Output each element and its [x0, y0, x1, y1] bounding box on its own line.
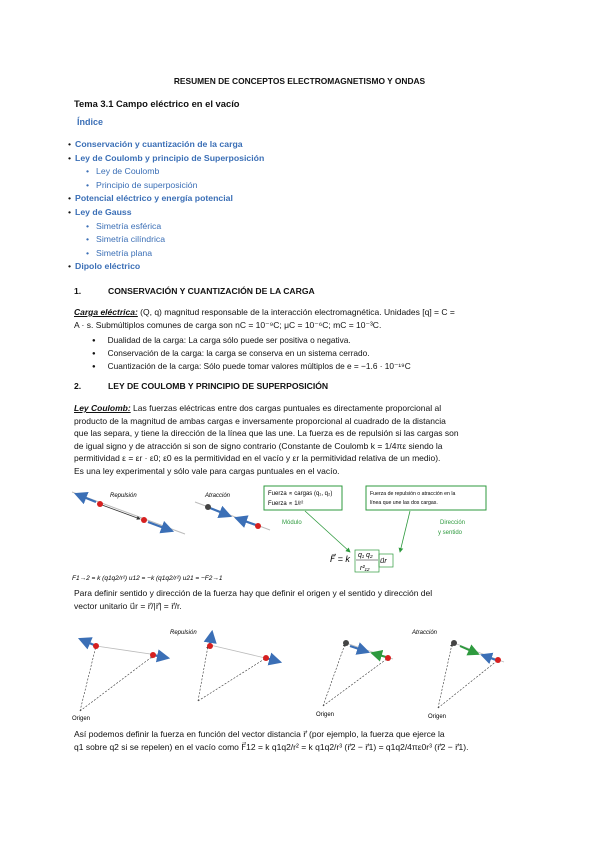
- toc-item[interactable]: • Potencial eléctrico y energía potencial: [68, 192, 264, 206]
- toc-subitem[interactable]: • Simetría esférica: [68, 220, 264, 234]
- coulomb-figure: [60, 484, 540, 584]
- direction-caption: Dirección: [440, 520, 466, 526]
- list-item: ● Conservación de la carga: la carga se conserva en un sistema cerrado.: [92, 347, 411, 360]
- callout-arrow: [400, 511, 410, 552]
- charge-q1: [343, 640, 349, 646]
- charge-q2: [385, 655, 391, 661]
- toc-subitem[interactable]: • Principio de superposición: [68, 179, 264, 193]
- origin-label: Origen: [428, 714, 447, 720]
- distance-vector: [102, 505, 140, 519]
- force-vector-paragraph: Así podemos definir la fuerza en función del vector distancia r⃗ (por ejemplo, la fuerza que ejerce la q1 sobre q2 si se repelen) en el vacío como F⃗12 = k q1q2/r² = k q1q2/r³ (r⃗2 − r⃗1) = q1q2/4πε0r³ (r⃗2 − r⃗1).: [74, 729, 469, 752]
- position-vector: [323, 644, 345, 706]
- position-vector: [438, 660, 498, 708]
- force-arrow: [76, 494, 96, 502]
- force-arrow: [350, 646, 368, 652]
- charge-q2: [141, 517, 147, 523]
- toc-subitem[interactable]: • Ley de Coulomb: [68, 165, 264, 179]
- toc-item[interactable]: • Ley de Gauss: [68, 206, 264, 220]
- toc-item[interactable]: • Conservación y cuantización de la carga: [68, 138, 264, 152]
- force-arrow: [80, 639, 94, 645]
- attraction-label: Atracción: [412, 630, 438, 636]
- position-vector: [80, 646, 96, 711]
- direction-box: [366, 486, 486, 510]
- position-vector: [80, 656, 153, 711]
- sense-caption: y sentido: [438, 530, 463, 536]
- charge-q2: [255, 523, 261, 529]
- force-arrow: [236, 518, 256, 525]
- force-arrow: [210, 508, 230, 516]
- force-arrow: [148, 522, 172, 531]
- coulomb-paragraph: Ley Coulomb: Las fuerzas eléctricas entre dos cargas puntuales es directamente proporcional al producto de la magnitud de ambas cargas e inversamente proporcional al cuadrado de la distancia que las separa, y tiene la dirección de la línea que las une. La fuerza es de repulsión si las cargas son de igual signo y de atracción si son de signo contrario (Constante de Coulomb k = 1/4πε siendo la permitividad ε = εr · ε0; ε0 es la permitividad en el vacío y εr la permitividad relativa de un medio). Es una ley experimental y sólo vale para cargas puntuales en el vacío.: [74, 403, 459, 476]
- charge-q1: [207, 643, 213, 649]
- position-vector: [323, 658, 388, 706]
- list-item: ● Dualidad de la carga: La carga sólo puede ser positiva o negativa.: [92, 334, 411, 347]
- force-arrow: [482, 655, 496, 660]
- repulsion-label: Repulsión: [170, 630, 197, 636]
- vector-figure: [68, 626, 518, 722]
- module-caption: Módulo: [282, 520, 302, 526]
- section-2-heading: 2. LEY DE COULOMB Y PRINCIPIO DE SUPERPOSICIÓN: [74, 381, 329, 391]
- index-heading: Índice: [77, 117, 104, 127]
- charge-q1: [97, 501, 103, 507]
- position-vector: [198, 646, 208, 701]
- charge-q2: [263, 655, 269, 661]
- toc-item[interactable]: • Ley de Coulomb y principio de Superposición: [68, 152, 264, 166]
- charge-q1: [93, 643, 99, 649]
- module-line-1: Fuerza ∝ cargas (q₁, q₂): [268, 491, 333, 497]
- charge-q1: [451, 640, 457, 646]
- charge-q2: [150, 652, 156, 658]
- force-arrow: [460, 646, 478, 654]
- list-item: ● Cuantización de la carga: Sólo puede tomar valores múltiplos de e = −1.6 · 10⁻¹⁹C: [92, 360, 411, 373]
- topic-heading: Tema 3.1 Campo eléctrico en el vacío: [74, 98, 240, 109]
- document-title: RESUMEN DE CONCEPTOS ELECTROMAGNETISMO Y ONDAS: [173, 76, 426, 86]
- module-line-2: Fuerza ∝ 1/r²: [268, 501, 304, 507]
- origin-label: Origen: [316, 712, 335, 718]
- formula-unit-vector: u⃗r: [380, 558, 387, 565]
- force-arrow: [210, 632, 212, 644]
- formula-denominator: r²₁₂: [360, 565, 370, 572]
- table-of-contents: [68, 138, 264, 274]
- toc-subitem[interactable]: • Simetría plana: [68, 247, 264, 261]
- coulomb-label: Ley Coulomb:: [74, 403, 131, 413]
- charge-properties-list: [92, 334, 411, 373]
- charge-q2: [495, 657, 501, 663]
- toc-item[interactable]: • Dipolo eléctrico: [68, 260, 264, 274]
- force-arrow: [372, 653, 386, 657]
- force-relation: F1→2 = k (q1q2/r²) u12 = −k (q1q2/r²) u21 = −F2→1: [72, 575, 223, 582]
- callout-arrow: [305, 511, 350, 552]
- toc-subitem[interactable]: • Simetría cilíndrica: [68, 233, 264, 247]
- section-1-heading: 1. CONSERVACIÓN Y CUANTIZACIÓN DE LA CARGA: [74, 286, 315, 296]
- direction-line-2: línea que une las dos cargas.: [370, 500, 438, 506]
- direction-line-1: Fuerza de repulsión o atracción en la: [370, 491, 456, 497]
- charge-q1: [205, 504, 211, 510]
- charge-definition: Carga eléctrica: (Q, q) magnitud responsable de la interacción electromagnética. Unidades [q] = C = A · s. Submúltiplos comunes de carga son nC = 10⁻⁹C; μC = 10⁻⁶C; mC = 10⁻³C.: [74, 307, 455, 330]
- origin-label: Origen: [72, 716, 91, 722]
- repulsion-label: Repulsión: [110, 493, 137, 499]
- unit-vector-paragraph: Para definir sentido y dirección de la fuerza hay que definir el origen y el sentido y dirección del vector unitario u⃗r = r⃗/|r⃗| = r⃗/r.: [74, 588, 433, 611]
- coulomb-formula: F⃗ = k: [330, 554, 350, 564]
- charge-label: Carga eléctrica:: [74, 307, 138, 317]
- position-vector: [198, 658, 266, 701]
- attraction-label: Atracción: [205, 493, 231, 499]
- formula-numerator: q₁ q₂: [358, 552, 373, 559]
